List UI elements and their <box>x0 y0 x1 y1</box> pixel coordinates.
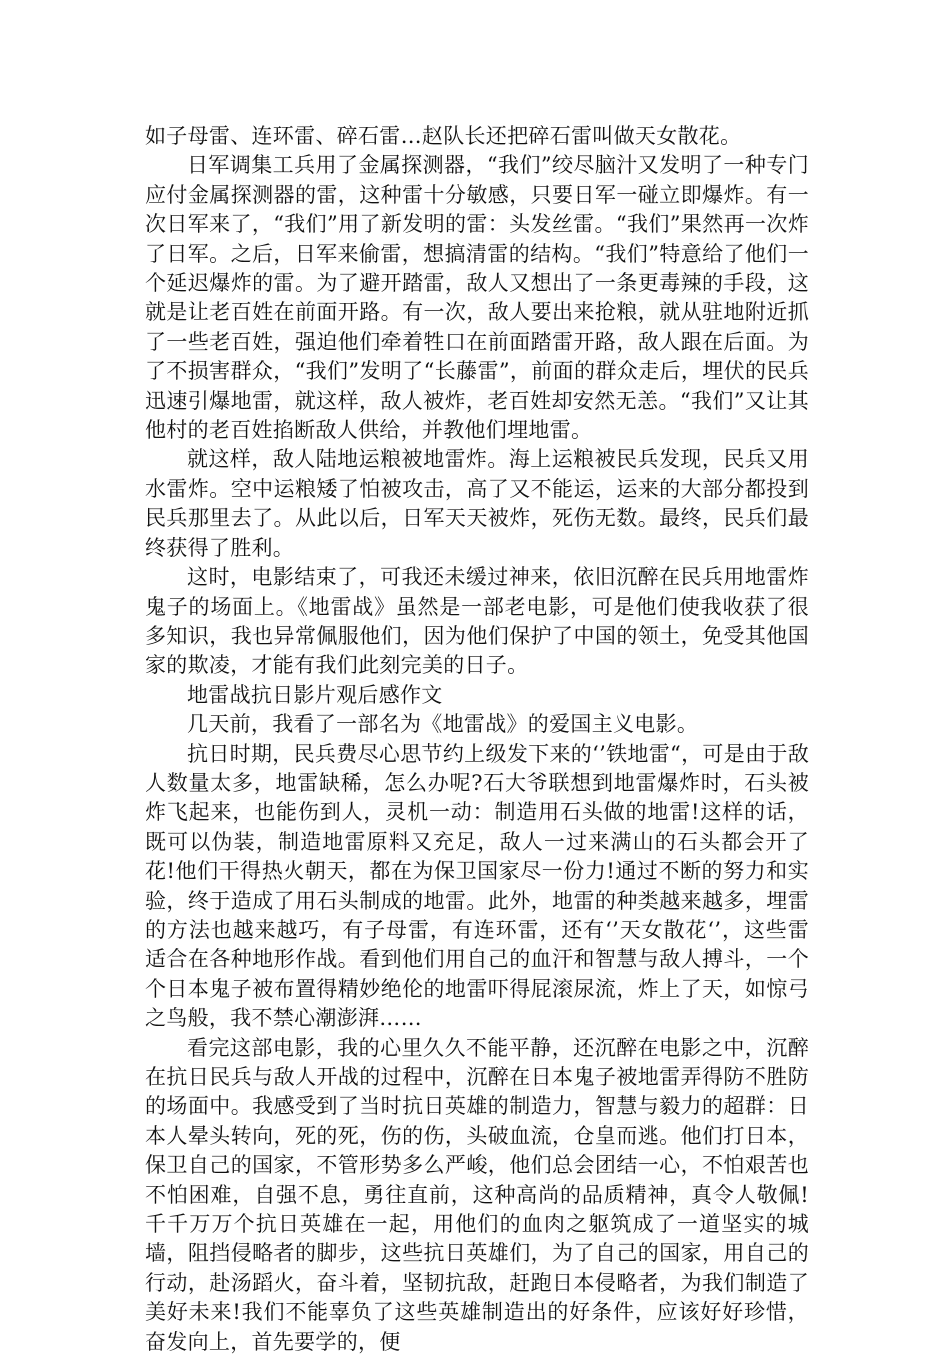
paragraph-continuation: 如子母雷、连环雷、碎石雷…赵队长还把碎石雷叫做天女散花。 <box>145 124 742 148</box>
paragraph-supply-blocked: 就这样，敌人陆地运粮被地雷炸。海上运粮被民兵发现，民兵又用水雷炸。空中运粮矮了怕被攻击，高了又不能运，运来的大部分都投到民兵那里去了。从此以后，日军天天被炸，死伤无数。最终，民兵们最终获得了胜利。 <box>145 447 809 560</box>
paragraph-reflection: 看完这部电影，我的心里久久不能平静，还沉醉在电影之中，沉醉在抗日民兵与敌人开战的过程中，沉醉在日本鬼子被地雷弄得防不胜防的场面中。我感受到了当时抗日英雄的制造力，智慧与毅力的超群：日本人晕头转向，死的死，伤的伤，头破血流，仓皇而逃。他们打日本，保卫自己的国家，不管形势多么严峻，他们总会团结一心，不怕艰苦也不怕困难，自强不息，勇往直前，这种高尚的品质精神，真令人敬佩!千千万万个抗日英雄在一起，用他们的血肉之躯筑成了一道坚实的城墙，阻挡侵略者的脚步，这些抗日英雄们，为了自己的国家，用自己的行动，赴汤蹈火，奋斗着，坚韧抗敌，赶跑日本侵略者，为我们制造了美好未来!我们不能辜负了这些英雄制造出的好条件，应该好好珍惜，奋发向上，首先要学的，便 <box>145 1035 809 1354</box>
document-body <box>145 122 809 1357</box>
paragraph-intro: 几天前，我看了一部名为《地雷战》的爱国主义电影。 <box>187 712 699 737</box>
paragraph-metal-detector: 日军调集工兵用了金属探测器，“我们”绞尽脑汁又发明了一种专门应付金属探测器的雷，这种雷十分敏感，只要日军一碰立即爆炸。有一次日军来了，“我们”用了新发明的雷：头发丝雷。“我们”果然再一次炸了日军。之后，日军来偷雷，想搞清雷的结构。“我们”特意给了他们一个延迟爆炸的雷。为了避开踏雷，敌人又想出了一条更毒辣的手段，这就是让老百姓在前面开路。有一次，敌人要出来抢粮，就从驻地附近抓了一些老百姓，强迫他们牵着牲口在前面踏雷开路，敌人跟在后面。为了不损害群众，“我们”发明了“长藤雷”，前面的群众走后，埋伏的民兵迅速引爆地雷，就这样，敌人被炸，老百姓却安然无恙。“我们”又让其他村的老百姓掐断敌人供给，并教他们埋地雷。 <box>145 153 809 443</box>
paragraph-stone-mines: 抗日时期，民兵费尽心思节约上级发下来的‘’铁地雷“，可是由于敌人数量太多，地雷缺稀，怎么办呢?石大爷联想到地雷爆炸时，石头被炸飞起来，也能伤到人，灵机一动：制造用石头做的地雷!这样的话，既可以伪装，制造地雷原料又充足，敌人一过来满山的石头都会开了花!他们干得热火朝天，都在为保卫国家尽一份力!通过不断的努力和实验，终于造成了用石头制成的地雷。此外，地雷的种类越来越多，埋雷的方法也越来越巧，有子母雷，有连环雷，还有‘’天女散花‘’，这些雷适合在各种地形作战。看到他们用自己的血汗和智慧与敌人搏斗，一个个日本鬼子被布置得精妙绝伦的地雷吓得屁滚尿流，炸上了天，如惊弓之鸟般，我不禁心潮澎湃…… <box>145 741 809 1031</box>
paragraph-movie-ended: 这时，电影结束了，可我还未缓过神来，依旧沉醉在民兵用地雷炸鬼子的场面上。《地雷战》虽然是一部老电影，可是他们使我收获了很多知识，我也异常佩服他们，因为他们保护了中国的领土，免受其他国家的欺凌，才能有我们此刻完美的日子。 <box>145 565 809 678</box>
essay-title: 地雷战抗日影片观后感作文 <box>187 682 443 707</box>
